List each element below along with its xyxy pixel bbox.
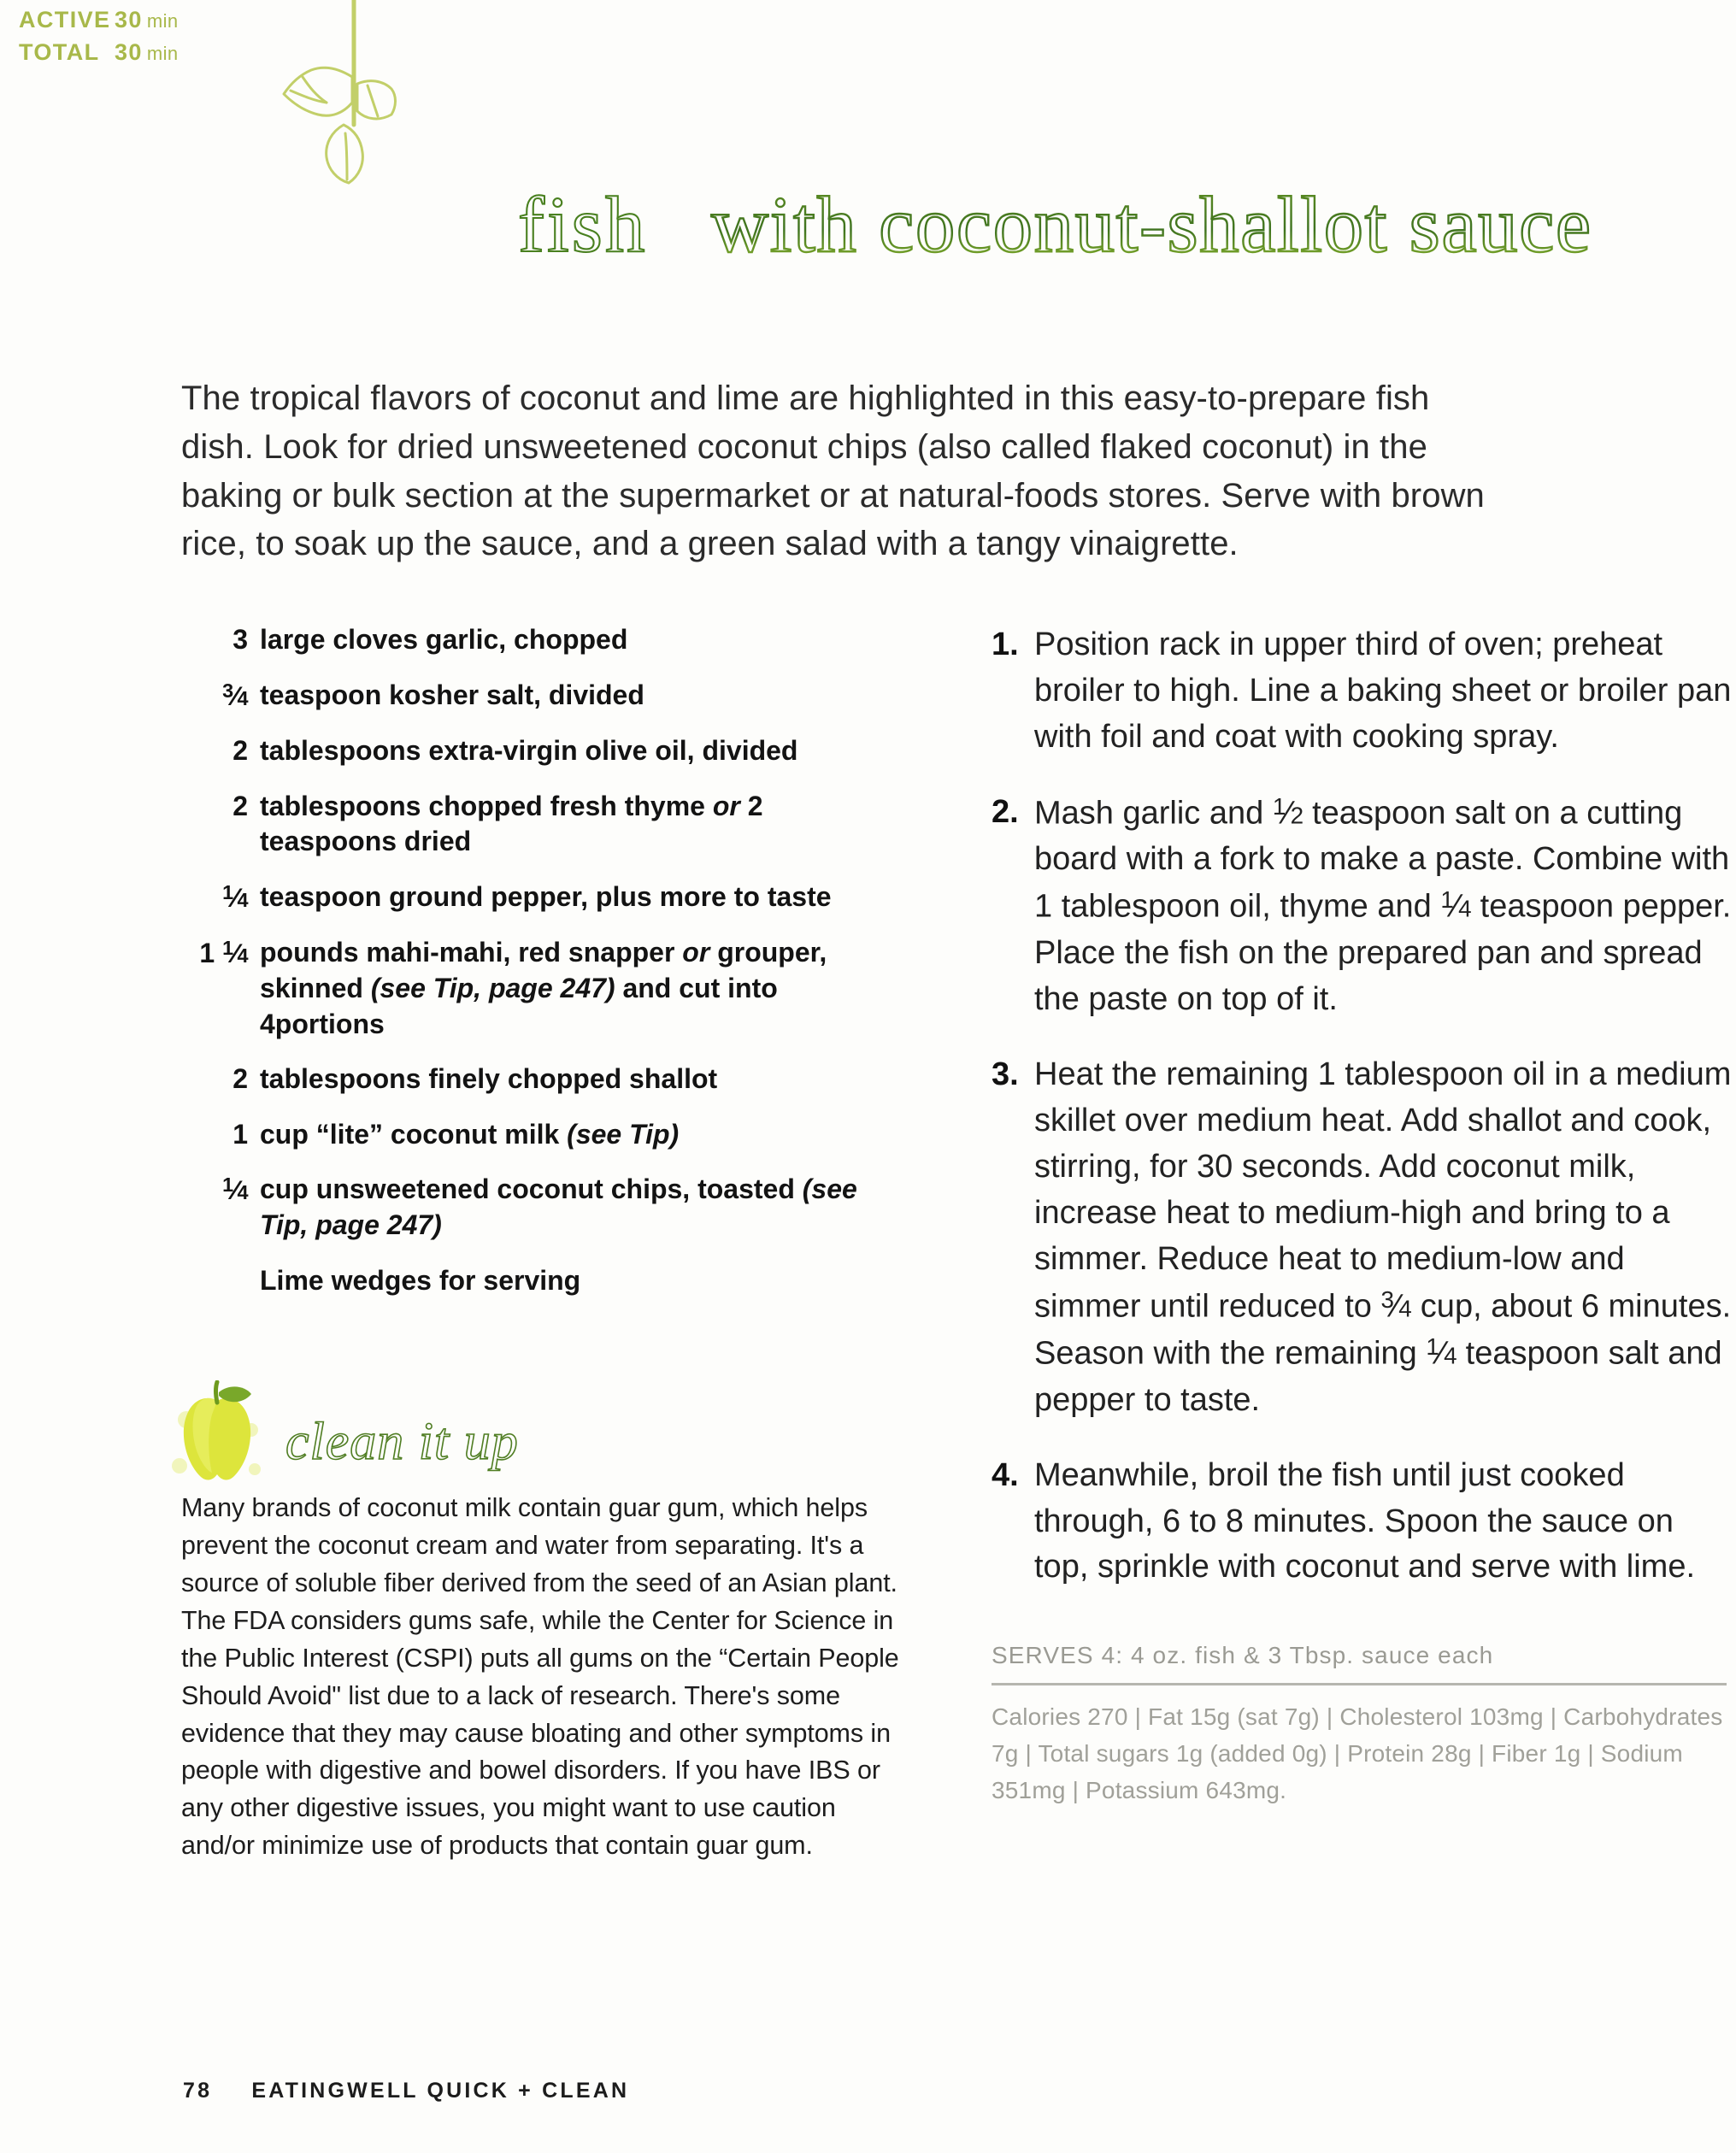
ingredient-text: tablespoons extra-virgin olive oil, divided	[260, 735, 798, 767]
svg-text:fish: fish	[518, 181, 648, 269]
clean-it-up-title	[282, 1406, 624, 1483]
ingredient-item	[181, 622, 891, 658]
instructions-list	[992, 622, 1735, 1591]
thyme-sprig-icon	[250, 0, 421, 191]
instruction-step	[992, 622, 1735, 761]
instruction-step	[992, 1052, 1735, 1424]
book-title: EATINGWELL QUICK + CLEAN	[251, 2079, 630, 2103]
ingredient-item	[181, 1172, 891, 1243]
page-footer	[183, 2079, 629, 2103]
ingredient-text: tablespoons finely chopped shallot	[260, 1063, 718, 1095]
ingredient-item	[181, 1117, 891, 1153]
ingredient-item	[181, 789, 891, 860]
ingredient-text: teaspoon ground pepper, plus more to taste	[260, 880, 832, 912]
ingredient-item	[181, 879, 891, 916]
step-number: 2.	[992, 793, 1019, 830]
ingredient-amount: 1 $^1$⁄4	[199, 937, 248, 969]
ingredient-item	[181, 678, 891, 715]
ingredient-amount: 2	[232, 790, 248, 821]
total-time-value: 30 min	[115, 39, 179, 66]
ingredient-amount: $^1$⁄4	[222, 880, 248, 913]
recipe-intro: The tropical flavors of coconut and lime are highlighted in this easy-to-prepare fish dish. Look for dried unsweetened coconut chips (also called flaked coconut) in the baking or bulk section at the supermarket or at natural-foods stores. Serve with brown rice, to soak up the sauce, and a green salad with a tangy vinaigrette.	[181, 379, 1485, 563]
clean-it-up-section	[181, 1387, 899, 1865]
ingredient-text: cup unsweetened coconut chips, toasted (see Tip, page 247)	[260, 1174, 857, 1240]
svg-text:with coconut-shallot sauce: with coconut-shallot sauce	[711, 181, 1592, 269]
ingredients-list	[181, 622, 891, 1298]
instruction-step	[992, 790, 1735, 1023]
ingredient-item	[181, 1062, 891, 1097]
ingredient-text: cup “lite” coconut milk (see Tip)	[260, 1118, 680, 1150]
page-number: 78	[183, 2079, 213, 2103]
active-time-unit: min	[146, 10, 179, 32]
ingredient-text: pounds mahi-mahi, red snapper or grouper, skinned (see Tip, page 247) and cut into 4portions	[260, 937, 827, 1039]
ingredient-amount: 2	[232, 1063, 248, 1095]
ingredient-item	[181, 733, 891, 769]
ingredient-text: teaspoon kosher salt, divided	[260, 679, 644, 710]
svg-text:clean it up: clean it up	[285, 1413, 519, 1472]
right-column	[992, 622, 1735, 1809]
ingredient-text: tablespoons chopped fresh thyme or 2 teaspoons dried	[260, 790, 763, 857]
ingredient-amount: 1	[232, 1118, 248, 1150]
step-number: 1.	[992, 626, 1019, 662]
ingredient-amount: 3	[232, 624, 248, 655]
recipe-title	[513, 168, 1727, 279]
nutrition-divider	[992, 1683, 1727, 1685]
step-number: 3.	[992, 1056, 1019, 1092]
step-text: Mash garlic and $^1$⁄2 teaspoon salt on a cutting board with a fork to make a paste. Combine with 1 tablespoon oil, thyme and $^1$⁄4 teaspoon pepper. Place the fish on the prepared pan and spread the paste on top of it.	[1034, 792, 1732, 1017]
left-column	[181, 622, 899, 1891]
ingredient-text: large cloves garlic, chopped	[260, 624, 628, 655]
ingredient-amount: $^1$⁄4	[222, 1174, 248, 1206]
apple-icon	[166, 1380, 268, 1487]
clean-it-up-header	[181, 1387, 891, 1488]
ingredient-amount: 2	[232, 735, 248, 767]
total-time-unit: min	[146, 43, 179, 65]
step-text: Position rack in upper third of oven; preheat broiler to high. Line a baking sheet or broiler pan with foil and coat with cooking spray.	[1034, 626, 1732, 755]
nutrition-info: Calories 270 | Fat 15g (sat 7g) | Cholesterol 103mg | Carbohydrates 7g | Total sugars 1g (added 0g) | Protein 28g | Fiber 1g | Sodium 351mg | Potassium 643mg.	[992, 1703, 1723, 1803]
total-time-label: TOTAL	[19, 39, 100, 66]
step-text: Meanwhile, broil the fish until just cooked through, 6 to 8 minutes. Spoon the sauce on top, sprinkle with coconut and serve with lime.	[1034, 1456, 1696, 1585]
step-text: Heat the remaining 1 tablespoon oil in a medium skillet over medium heat. Add shallot and cook, stirring, for 30 seconds. Add coconut milk, increase heat to medium-high and bring to a simmer. Reduce heat to medium-low and simmer until reduced to $^3$⁄4 cup, about 6 minutes. Season with the remaining $^1$⁄4 teaspoon salt and pepper to taste.	[1034, 1056, 1732, 1418]
ingredient-amount: $^3$⁄4	[222, 679, 248, 711]
active-time-value: 30 min	[115, 7, 179, 32]
instruction-step	[992, 1453, 1735, 1591]
ingredient-amount	[181, 1263, 260, 1299]
serves-line: SERVES 4: 4 oz. fish & 3 Tbsp. sauce each	[992, 1642, 1494, 1669]
ingredient-item	[181, 935, 891, 1042]
ingredient-text: Lime wedges for serving	[260, 1264, 581, 1296]
clean-it-up-body: Many brands of coconut milk contain guar gum, which helps prevent the coconut cream and water from separating. It's a source of soluble fiber derived from the seed of an Asian plant. The FDA considers gums safe, while the Center for Science in the Public Interest (CSPI) puts all gums on the “Certain People Should Avoid" list due to a lack of research. There's some evidence that they may cause bloating and other symptoms in people with digestive and bowel disorders. If you have IBS or any other digestive issues, you might want to use caution and/or minimize use of products that contain guar gum.	[181, 1493, 899, 1861]
ingredient-item	[181, 1263, 891, 1299]
active-time-label: ACTIVE	[19, 7, 111, 32]
step-number: 4.	[992, 1456, 1019, 1493]
